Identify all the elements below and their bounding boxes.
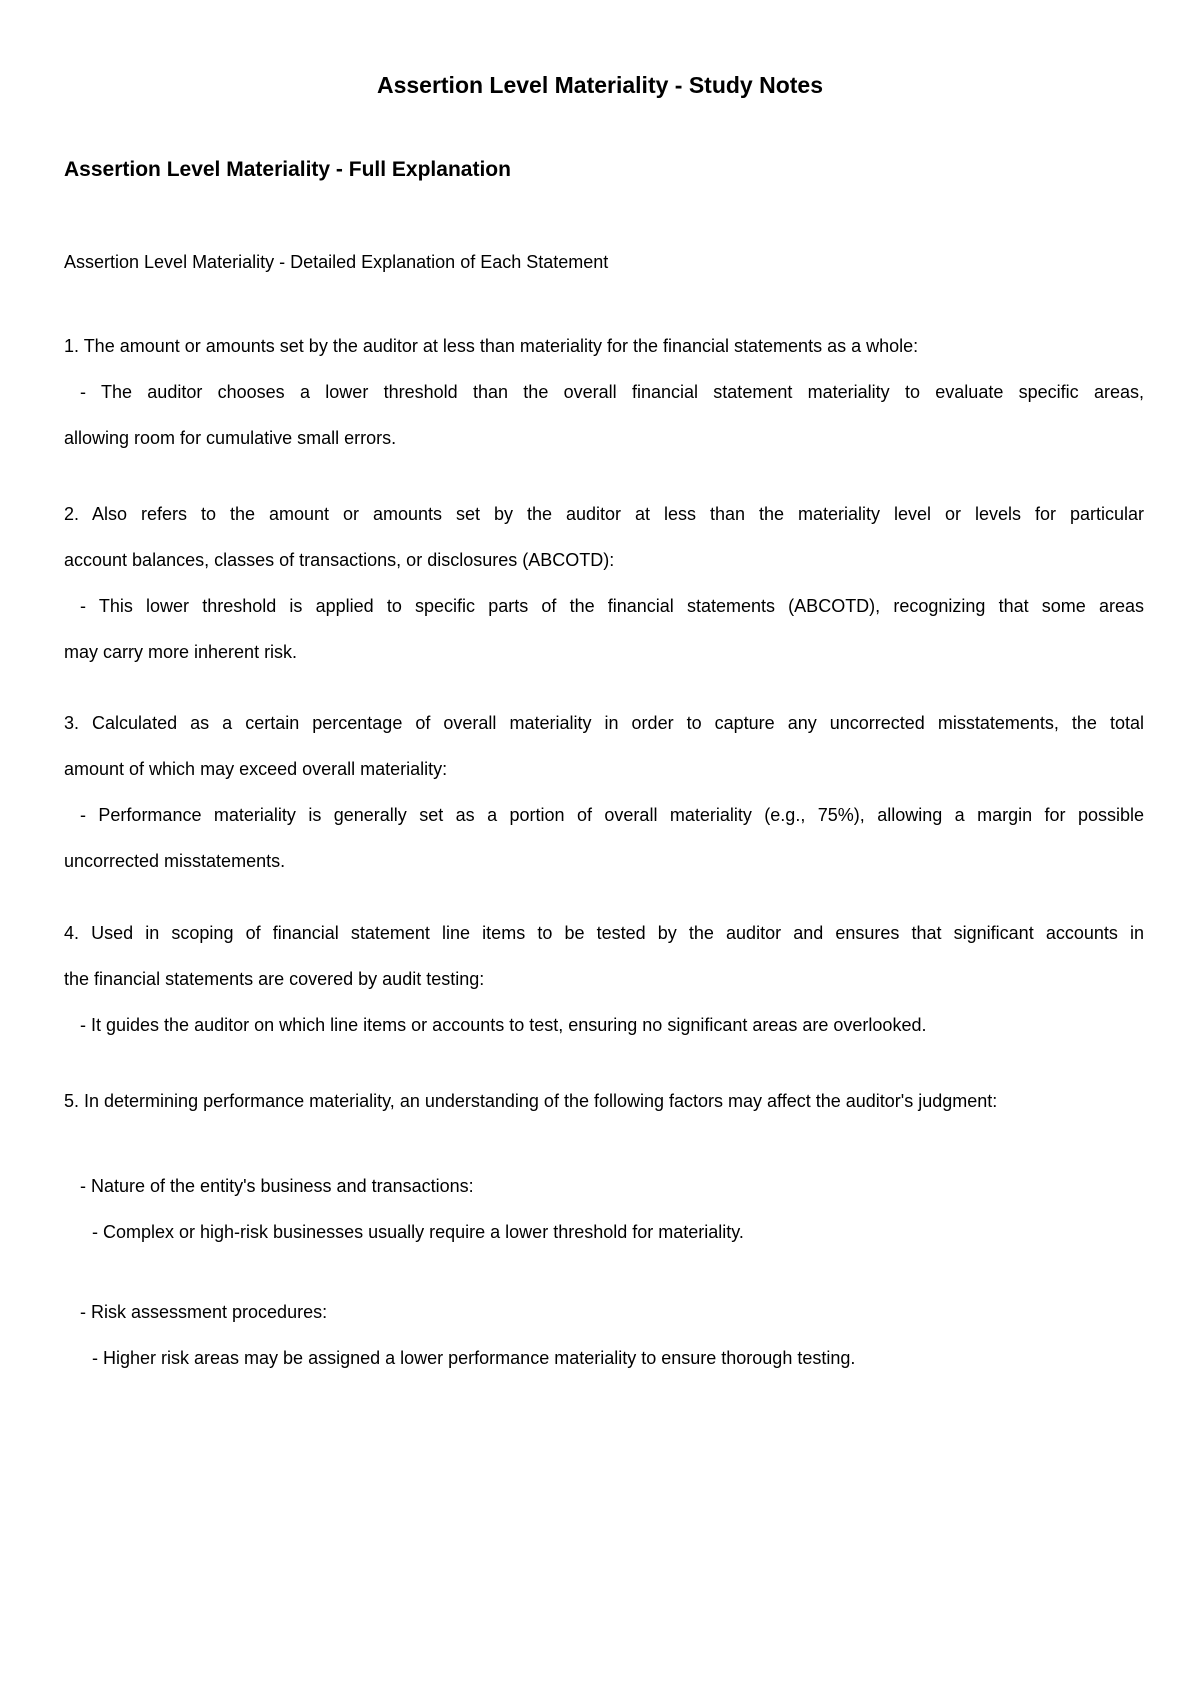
statement-line: 3. Calculated as a certain percentage of overall materiality in order to capture any uncorrected misstatements, the total — [64, 713, 1144, 733]
statement-line-cont: amount of which may exceed overall materiality: — [64, 759, 448, 779]
statement-explanation-cont: uncorrected misstatements. — [64, 851, 286, 871]
document-subtitle: Assertion Level Materiality - Full Explanation — [64, 158, 511, 181]
factor-2 — [64, 1289, 1144, 1381]
statement-explanation: - It guides the auditor on which line items or accounts to test, ensuring no significant areas are overlooked. — [80, 1015, 927, 1035]
statement-line: 2. Also refers to the amount or amounts set by the auditor at less than the materiality level or levels for particular — [64, 504, 1144, 524]
statement-line: 4. Used in scoping of financial statement line items to be tested by the auditor and ensures that significant accounts in — [64, 923, 1144, 943]
statement-line-cont: the financial statements are covered by audit testing: — [64, 969, 485, 989]
factor-detail: - Complex or high-risk businesses usually require a lower threshold for materiality. — [92, 1222, 744, 1242]
statement-5 — [64, 1078, 1144, 1124]
statement-line-cont: account balances, classes of transactions, or disclosures (ABCOTD): — [64, 550, 615, 570]
statement-explanation-cont: may carry more inherent risk. — [64, 642, 298, 662]
statement-line: 5. In determining performance materiality, an understanding of the following factors may affect the auditor's judgment: — [64, 1091, 998, 1111]
factor-detail: - Higher risk areas may be assigned a lower performance materiality to ensure thorough testing. — [92, 1348, 856, 1368]
statement-explanation-cont: allowing room for cumulative small errors. — [64, 428, 397, 448]
factor-heading: - Nature of the entity's business and transactions: — [80, 1176, 474, 1196]
statement-explanation: - This lower threshold is applied to specific parts of the financial statements (ABCOTD), recognizing that some areas — [80, 596, 1144, 616]
statement-explanation: - Performance materiality is generally set as a portion of overall materiality (e.g., 75%), allowing a margin for possible — [80, 805, 1144, 825]
statement-1 — [64, 323, 1144, 461]
factor-1 — [64, 1163, 1144, 1255]
statement-2 — [64, 491, 1144, 675]
document-title: Assertion Level Materiality - Study Notes — [376, 72, 824, 98]
statement-4 — [64, 910, 1144, 1048]
factor-heading: - Risk assessment procedures: — [80, 1302, 328, 1322]
intro-line: Assertion Level Materiality - Detailed Explanation of Each Statement — [64, 252, 609, 272]
statement-3 — [64, 700, 1144, 884]
statement-explanation: - The auditor chooses a lower threshold than the overall financial statement materiality to evaluate specific areas, — [80, 382, 1144, 402]
statement-line: 1. The amount or amounts set by the auditor at less than materiality for the financial statements as a whole: — [64, 336, 919, 356]
intro-paragraph — [64, 239, 1144, 285]
